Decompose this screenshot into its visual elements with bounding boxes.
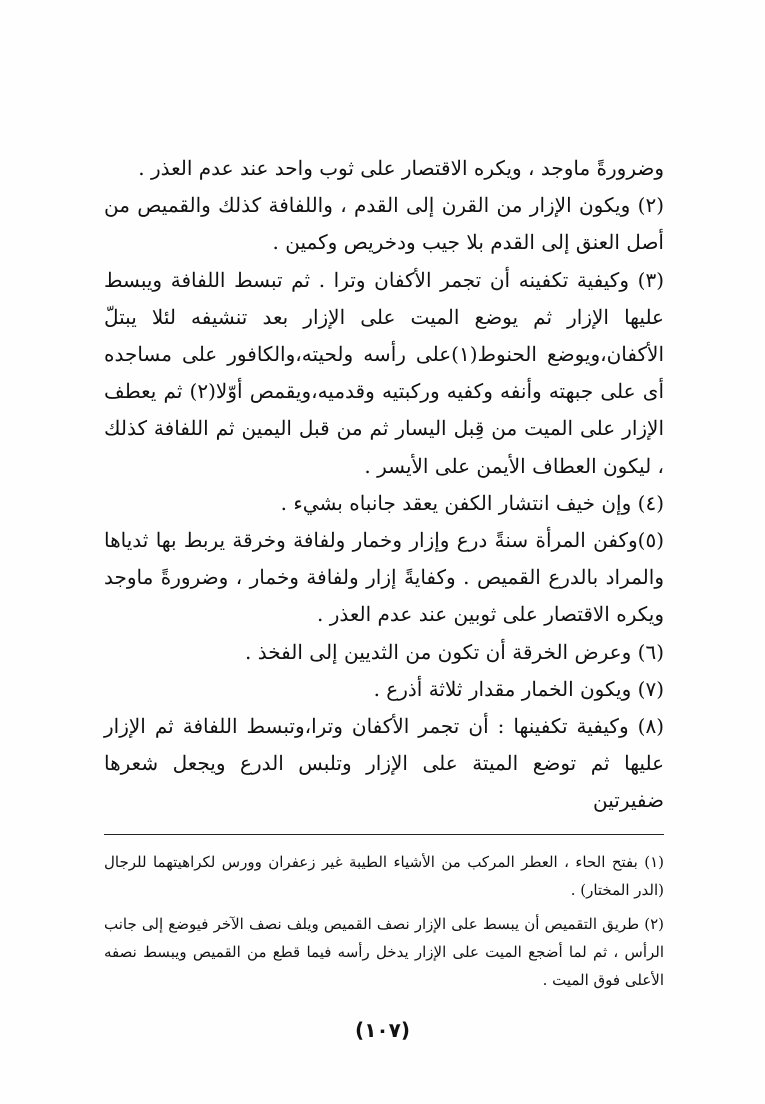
footnote-2: (٢) طريق التقميص أن يبسط على الإزار نصف القميص ويلف نصف الآخر فيوضع إلى جانب الرأس ، ثم لما أضجع الميت على الإزار يدخل رأسه فيما قطع من القميص ويبسط نصفه الأعلى فوق الميت . <box>104 915 664 989</box>
paragraph-3: (٣) وكيفية تكفينه أن تجمر الأكفان وترا . ثم تبسط اللفافة ويبسط عليها الإزار ثم يوضع الميت على الإزار بعد تنشيفه لئلا يبتلّ الأكفان،ويوضع الحنوط(١)على رأسه ولحيته،والكافور على مساجده أى على جبهته وأنفه وكفيه وركبتيه وقدميه،ويقمص أوّلا(٢) ثم يعطف الإزار على الميت من قِبل اليسار ثم من قبل اليمين ثم اللفافة كذلك ، ليكون العطاف الأيمن على الأيسر . <box>104 267 665 478</box>
paragraph-6: (٦) وعرض الخرقة أن تكون من الثديين إلى الفخذ . <box>245 639 664 664</box>
main-text <box>104 150 664 820</box>
paragraph-7: (٧) ويكون الخمار مقدار ثلاثة أذرع . <box>373 676 664 701</box>
footnote-divider <box>104 834 664 835</box>
paragraph-5: (٥)وكفن المرأة سنةً درع وإزار وخمار ولفافة وخرقة يربط بها ثدياها والمراد بالدرع القميص . وكفايةً إزار ولفافة وخمار ، وضرورةً ماوجد ويكره الاقتصار على ثوبين عند عدم العذر . <box>104 528 664 627</box>
footnotes <box>104 848 664 1000</box>
paragraph-2: (٢) ويكون الإزار من القرن إلى القدم ، واللفافة كذلك والقميص من أصل العنق إلى القدم بلا جيب ودخريص وكمين . <box>104 193 664 255</box>
footnote-1: (١) بفتح الحاء ، العطر المركب من الأشياء الطيبة غير زعفران وورس لكراهيتهما للرجال (الدر المختار) . <box>104 853 664 899</box>
paragraph-8: (٨) وكيفية تكفينها : أن تجمر الأكفان وترا،وتبسط اللفافة ثم الإزار عليها ثم توضع الميتة على الإزار وتلبس الدرع ويجعل شعرها ضفيرتين <box>104 714 664 813</box>
page-number: (١٠٧) <box>355 1018 410 1042</box>
paragraph-4: (٤) وإن خيف انتشار الكفن يعقد جانباه بشيء . <box>280 490 664 515</box>
paragraph-continuation: وضرورةً ماوجد ، ويكره الاقتصار على ثوب واحد عند عدم العذر . <box>138 156 664 180</box>
